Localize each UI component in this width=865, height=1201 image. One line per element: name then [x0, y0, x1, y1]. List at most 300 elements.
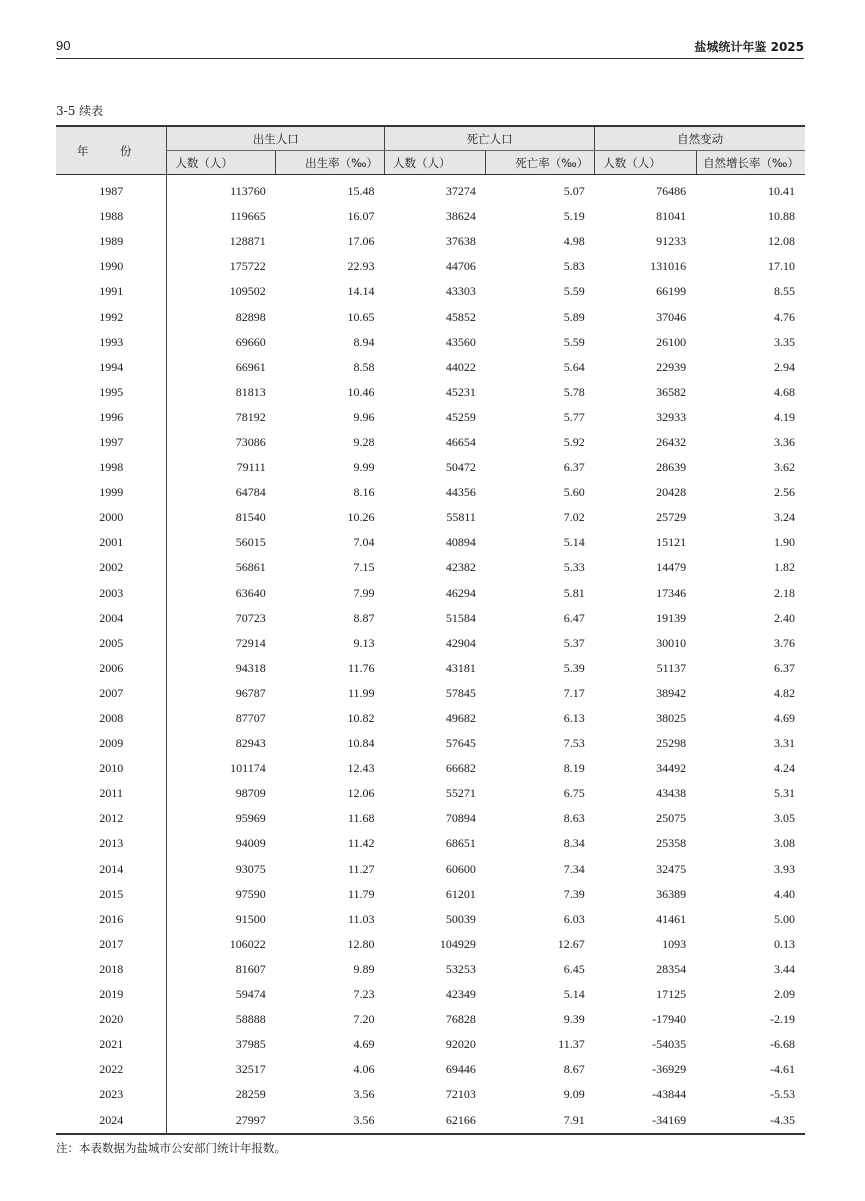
growth-rate-cell: 1.82: [774, 560, 795, 575]
death-rate-cell: 8.34: [563, 836, 585, 851]
deaths-count-cell: 49682: [445, 711, 476, 726]
table-row: [56, 175, 805, 205]
year-cell: 2023: [56, 1082, 167, 1107]
growth-rate-cell: 2.40: [774, 610, 795, 625]
table-row: [56, 480, 805, 505]
change-count-cell: 25298: [656, 736, 687, 751]
growth-rate-cell: -4.35: [696, 1107, 805, 1133]
year-cell: 2024: [56, 1107, 167, 1133]
births-count-cell: 113760: [230, 184, 266, 199]
growth-rate-cell: 17.10: [768, 259, 795, 274]
births-count-cell: 72914: [235, 635, 266, 650]
growth-rate-cell: 3.24: [774, 510, 795, 525]
change-count-cell: 17125: [656, 987, 687, 1002]
year-cell: 2017: [56, 932, 167, 957]
death-rate-cell: 6.37: [563, 460, 585, 475]
growth-rate-cell: 3.05: [774, 811, 795, 826]
table-row: [56, 831, 805, 856]
death-rate-cell: 5.83: [563, 259, 585, 274]
year-cell: 2001: [56, 530, 167, 555]
deaths-count-cell: 66682: [445, 761, 476, 776]
birth-rate-cell: 11.76: [347, 660, 375, 675]
growth-rate-cell: -5.53: [770, 1087, 795, 1102]
death-rate-cell: 8.19: [563, 761, 585, 776]
growth-rate-cell: 6.37: [774, 660, 795, 675]
births-count-cell: 81813: [235, 384, 266, 399]
birth-rate-cell: 11.79: [347, 886, 375, 901]
birth-rate-cell: 3.56: [276, 1107, 385, 1133]
table-body: [56, 175, 805, 1134]
births-count-cell: 69660: [235, 334, 266, 349]
death-rate-cell: 5.59: [563, 284, 585, 299]
table-row: [56, 957, 805, 982]
births-count-cell: 73086: [235, 434, 266, 449]
birth-rate-cell: 12.43: [347, 761, 375, 776]
death-rate-cell: 7.53: [563, 736, 585, 751]
change-count-cell: 38942: [656, 685, 687, 700]
births-count-cell: 94318: [235, 660, 266, 675]
table-row: [56, 857, 805, 882]
births-count-cell: 59474: [235, 987, 266, 1002]
deaths-count-cell: 57845: [445, 685, 476, 700]
year-cell: 1992: [56, 304, 167, 329]
birth-rate-cell: 7.04: [353, 535, 375, 550]
births-count-cell: 82898: [235, 309, 266, 324]
page-number: 90: [56, 38, 71, 53]
table-row: [56, 530, 805, 555]
change-count-cell: 20428: [656, 485, 687, 500]
death-rate-cell: 9.39: [563, 1012, 585, 1027]
year-cell: 2013: [56, 831, 167, 856]
deaths-count-cell: 55271: [445, 786, 476, 801]
year-cell: 1990: [56, 254, 167, 279]
change-count-cell: 36582: [656, 384, 687, 399]
death-rate-cell: 6.13: [563, 711, 585, 726]
birth-rate-cell: 9.89: [353, 961, 375, 976]
change-count-cell: 19139: [656, 610, 687, 625]
change-count-cell: 37046: [656, 309, 687, 324]
birth-rate-cell: 11.03: [347, 911, 375, 926]
table-row: [56, 405, 805, 430]
death-rate-cell: 5.64: [563, 359, 585, 374]
death-rate-cell: 5.60: [563, 485, 585, 500]
change-count-cell: -36929: [652, 1062, 687, 1077]
death-rate-cell: 5.81: [563, 585, 585, 600]
change-count-cell: -43844: [652, 1087, 687, 1102]
birth-rate-cell: 14.14: [347, 284, 375, 299]
birth-rate-cell: 10.26: [347, 510, 375, 525]
deaths-count-cell: 44356: [445, 485, 476, 500]
births-count-cell: 66961: [235, 359, 266, 374]
birth-rate-cell: 12.80: [347, 936, 375, 951]
growth-rate-cell: 4.69: [774, 711, 795, 726]
change-count-cell: 22939: [656, 359, 687, 374]
table-row: [56, 681, 805, 706]
birth-rate-cell: 11.27: [347, 861, 375, 876]
deaths-count-cell: 61201: [445, 886, 476, 901]
table-row: [56, 1107, 805, 1133]
death-rate-cell: 5.78: [563, 384, 585, 399]
growth-rate-cell: 3.36: [774, 434, 795, 449]
year-cell: 1997: [56, 430, 167, 455]
subheader-birth-rate: 出生率（‰）: [276, 151, 385, 175]
birth-rate-cell: 9.13: [353, 635, 375, 650]
change-count-cell: 25729: [656, 510, 687, 525]
table-row: [56, 455, 805, 480]
change-count-cell: 26100: [656, 334, 687, 349]
change-count-cell: 36389: [656, 886, 687, 901]
table-row: [56, 706, 805, 731]
births-count-cell: 97590: [235, 886, 266, 901]
deaths-count-cell: 68651: [445, 836, 476, 851]
birth-rate-cell: 22.93: [347, 259, 375, 274]
death-rate-cell: 7.39: [563, 886, 585, 901]
death-rate-cell: 5.37: [563, 635, 585, 650]
growth-rate-cell: 3.44: [774, 961, 795, 976]
deaths-count-cell: 45259: [445, 409, 476, 424]
birth-rate-cell: 16.07: [347, 209, 375, 224]
year-cell: 2018: [56, 957, 167, 982]
births-count-cell: 58888: [235, 1012, 266, 1027]
year-cell: 1994: [56, 355, 167, 380]
births-count-cell: 128871: [229, 234, 266, 249]
death-rate-cell: 5.19: [563, 209, 585, 224]
table-row: [56, 1032, 805, 1057]
births-count-cell: 109502: [229, 284, 266, 299]
table-row: [56, 380, 805, 405]
births-count-cell: 94009: [235, 836, 266, 851]
death-rate-cell: 9.09: [563, 1087, 585, 1102]
growth-rate-cell: 2.56: [774, 485, 795, 500]
table-row: [56, 1007, 805, 1032]
deaths-count-cell: 50039: [445, 911, 476, 926]
year-cell: 2016: [56, 907, 167, 932]
growth-rate-cell: -2.19: [770, 1012, 795, 1027]
births-count-cell: 70723: [235, 610, 266, 625]
growth-rate-cell: 0.13: [774, 936, 795, 951]
group-header-births: 出生人口: [167, 126, 385, 151]
subheader-growth-rate: 自然增长率（‰）: [696, 151, 805, 175]
death-rate-cell: 8.63: [563, 811, 585, 826]
death-rate-cell: 5.89: [563, 309, 585, 324]
births-count-cell: 63640: [235, 585, 266, 600]
growth-rate-cell: 5.31: [774, 786, 795, 801]
year-cell: 2021: [56, 1032, 167, 1057]
birth-rate-cell: 7.99: [353, 585, 375, 600]
deaths-count-cell: 76828: [445, 1012, 476, 1027]
births-count-cell: 96787: [235, 685, 266, 700]
year-cell: 1993: [56, 330, 167, 355]
births-count-cell: 98709: [235, 786, 266, 801]
table-header: [56, 126, 805, 175]
change-count-cell: 25358: [656, 836, 687, 851]
birth-rate-cell: 8.16: [353, 485, 375, 500]
death-rate-cell: 5.77: [563, 409, 585, 424]
deaths-count-cell: 70894: [445, 811, 476, 826]
births-count-cell: 87707: [235, 711, 266, 726]
year-cell: 2020: [56, 1007, 167, 1032]
birth-rate-cell: 7.23: [353, 987, 375, 1002]
deaths-count-cell: 69446: [445, 1062, 476, 1077]
change-count-cell: 76486: [656, 184, 687, 199]
growth-rate-cell: 8.55: [774, 284, 795, 299]
births-count-cell: 93075: [235, 861, 266, 876]
births-count-cell: 64784: [235, 485, 266, 500]
growth-rate-cell: 2.18: [774, 585, 795, 600]
deaths-count-cell: 40894: [445, 535, 476, 550]
table-row: [56, 756, 805, 781]
year-cell: 1998: [56, 455, 167, 480]
death-rate-cell: 12.67: [557, 936, 585, 951]
births-count-cell: 119665: [230, 209, 266, 224]
change-count-cell: 81041: [656, 209, 687, 224]
subheader-births-count: 人数（人）: [167, 151, 276, 175]
year-cell: 1988: [56, 204, 167, 229]
year-cell: 2022: [56, 1057, 167, 1082]
year-cell: 1989: [56, 229, 167, 254]
table-row: [56, 430, 805, 455]
table-row: [56, 1057, 805, 1082]
death-rate-cell: 5.92: [563, 434, 585, 449]
change-count-cell: 28354: [656, 961, 687, 976]
births-count-cell: 95969: [235, 811, 266, 826]
births-count-cell: 81540: [235, 510, 266, 525]
death-rate-cell: 7.02: [563, 510, 585, 525]
birth-rate-cell: 4.69: [353, 1037, 375, 1052]
deaths-count-cell: 37274: [445, 184, 476, 199]
growth-rate-cell: 3.76: [774, 635, 795, 650]
births-count-cell: 91500: [235, 911, 266, 926]
births-count-cell: 82943: [235, 736, 266, 751]
year-cell: 1987: [56, 175, 167, 205]
growth-rate-cell: 1.90: [774, 535, 795, 550]
subheader-death-rate: 死亡率（‰）: [486, 151, 595, 175]
deaths-count-cell: 72103: [445, 1087, 476, 1102]
year-cell: 2000: [56, 505, 167, 530]
year-cell: 2011: [56, 781, 167, 806]
deaths-count-cell: 46654: [445, 434, 476, 449]
birth-rate-cell: 10.82: [347, 711, 375, 726]
birth-rate-cell: 10.84: [347, 736, 375, 751]
deaths-count-cell: 37638: [445, 234, 476, 249]
births-count-cell: 79111: [236, 460, 266, 475]
births-count-cell: 81607: [235, 961, 266, 976]
year-cell: 2019: [56, 982, 167, 1007]
growth-rate-cell: 4.40: [774, 886, 795, 901]
growth-rate-cell: 2.09: [774, 987, 795, 1002]
year-cell: 2015: [56, 882, 167, 907]
year-cell: 1995: [56, 380, 167, 405]
growth-rate-cell: -6.68: [770, 1037, 795, 1052]
deaths-count-cell: 50472: [445, 460, 476, 475]
deaths-count-cell: 45231: [445, 384, 476, 399]
table-row: [56, 806, 805, 831]
birth-rate-cell: 10.46: [347, 384, 375, 399]
births-count-cell: 56861: [235, 560, 266, 575]
year-column-header: 年 份: [56, 126, 167, 175]
birth-rate-cell: 11.99: [347, 685, 375, 700]
table-row: [56, 330, 805, 355]
year-cell: 2006: [56, 656, 167, 681]
table-row: [56, 907, 805, 932]
birth-rate-cell: 9.99: [353, 460, 375, 475]
change-count-cell: -54035: [652, 1037, 687, 1052]
table-row: [56, 505, 805, 530]
deaths-count-cell: 42904: [445, 635, 476, 650]
death-rate-cell: 7.34: [563, 861, 585, 876]
death-rate-cell: 5.14: [563, 535, 585, 550]
growth-rate-cell: 12.08: [768, 234, 795, 249]
change-count-cell: 51137: [656, 660, 687, 675]
death-rate-cell: 6.47: [563, 610, 585, 625]
birth-rate-cell: 8.87: [353, 610, 375, 625]
birth-rate-cell: 7.20: [353, 1012, 375, 1027]
year-cell: 1996: [56, 405, 167, 430]
change-count-cell: 17346: [656, 585, 687, 600]
death-rate-cell: 6.45: [563, 961, 585, 976]
death-rate-cell: 5.07: [563, 184, 585, 199]
deaths-count-cell: 62166: [385, 1107, 486, 1133]
table-row: [56, 279, 805, 304]
growth-rate-cell: 3.93: [774, 861, 795, 876]
table-row: [56, 606, 805, 631]
change-count-cell: 41461: [656, 911, 687, 926]
growth-rate-cell: 4.24: [774, 761, 795, 776]
birth-rate-cell: 8.58: [353, 359, 375, 374]
birth-rate-cell: 3.56: [353, 1087, 375, 1102]
deaths-count-cell: 53253: [445, 961, 476, 976]
change-count-cell: 131016: [650, 259, 687, 274]
death-rate-cell: 6.75: [563, 786, 585, 801]
year-cell: 2004: [56, 606, 167, 631]
death-rate-cell: 8.67: [563, 1062, 585, 1077]
birth-rate-cell: 11.68: [347, 811, 375, 826]
deaths-count-cell: 43303: [445, 284, 476, 299]
births-count-cell: 56015: [235, 535, 266, 550]
year-cell: 1999: [56, 480, 167, 505]
births-count-cell: 106022: [229, 936, 266, 951]
birth-rate-cell: 9.28: [353, 434, 375, 449]
change-count-cell: 32475: [656, 861, 687, 876]
growth-rate-cell: 2.94: [774, 359, 795, 374]
change-count-cell: 28639: [656, 460, 687, 475]
deaths-count-cell: 44022: [445, 359, 476, 374]
book-title: 盐城统计年鉴 2025: [694, 40, 804, 54]
table-row: [56, 1082, 805, 1107]
table-row: [56, 204, 805, 229]
table-row: [56, 254, 805, 279]
change-count-cell: 15121: [656, 535, 687, 550]
birth-rate-cell: 17.06: [347, 234, 375, 249]
deaths-count-cell: 60600: [445, 861, 476, 876]
birth-rate-cell: 11.42: [347, 836, 375, 851]
deaths-count-cell: 55811: [446, 510, 476, 525]
births-count-cell: 37985: [235, 1037, 266, 1052]
change-count-cell: 14479: [656, 560, 687, 575]
year-cell: 2002: [56, 555, 167, 580]
deaths-count-cell: 104929: [439, 936, 476, 951]
growth-rate-cell: 3.35: [774, 334, 795, 349]
growth-rate-cell: 3.08: [774, 836, 795, 851]
birth-rate-cell: 10.65: [347, 309, 375, 324]
change-count-cell: 1093: [662, 936, 687, 951]
table-row: [56, 581, 805, 606]
births-count-cell: 32517: [235, 1062, 266, 1077]
growth-rate-cell: 3.62: [774, 460, 795, 475]
deaths-count-cell: 43560: [445, 334, 476, 349]
change-count-cell: 34492: [656, 761, 687, 776]
table-row: [56, 656, 805, 681]
year-cell: 2009: [56, 731, 167, 756]
footnote: 注：本表数据为盐城市公安部门统计年报数。: [56, 1141, 286, 1155]
death-rate-cell: 5.33: [563, 560, 585, 575]
births-count-cell: 175722: [229, 259, 266, 274]
table-row: [56, 631, 805, 656]
table-row: [56, 882, 805, 907]
year-cell: 2005: [56, 631, 167, 656]
deaths-count-cell: 42349: [445, 987, 476, 1002]
deaths-count-cell: 38624: [445, 209, 476, 224]
page-header: [56, 38, 804, 59]
change-count-cell: -34169: [595, 1107, 696, 1133]
death-rate-cell: 5.59: [563, 334, 585, 349]
change-count-cell: 91233: [656, 234, 687, 249]
death-rate-cell: 7.91: [486, 1107, 595, 1133]
year-cell: 2012: [56, 806, 167, 831]
births-count-cell: 27997: [167, 1107, 276, 1133]
birth-rate-cell: 15.48: [347, 184, 375, 199]
subheader-change-count: 人数（人）: [595, 151, 696, 175]
group-header-natural-change: 自然变动: [595, 126, 805, 151]
birth-rate-cell: 4.06: [353, 1062, 375, 1077]
change-count-cell: 25075: [656, 811, 687, 826]
year-cell: 2007: [56, 681, 167, 706]
subheader-deaths-count: 人数（人）: [385, 151, 486, 175]
change-count-cell: 38025: [656, 711, 687, 726]
birth-rate-cell: 9.96: [353, 409, 375, 424]
deaths-count-cell: 92020: [445, 1037, 476, 1052]
growth-rate-cell: 4.76: [774, 309, 795, 324]
death-rate-cell: 5.14: [563, 987, 585, 1002]
change-count-cell: 26432: [656, 434, 687, 449]
growth-rate-cell: 4.68: [774, 384, 795, 399]
group-header-deaths: 死亡人口: [385, 126, 595, 151]
table-row: [56, 781, 805, 806]
birth-rate-cell: 7.15: [353, 560, 375, 575]
birth-rate-cell: 8.94: [353, 334, 375, 349]
births-count-cell: 101174: [230, 761, 266, 776]
change-count-cell: 66199: [656, 284, 687, 299]
change-count-cell: 43438: [656, 786, 687, 801]
deaths-count-cell: 43181: [445, 660, 476, 675]
deaths-count-cell: 57645: [445, 736, 476, 751]
year-cell: 2010: [56, 756, 167, 781]
death-rate-cell: 11.37: [558, 1037, 585, 1052]
table-caption: 3-5 续表: [56, 104, 104, 118]
births-count-cell: 28259: [235, 1087, 266, 1102]
death-rate-cell: 7.17: [563, 685, 585, 700]
growth-rate-cell: -4.61: [770, 1062, 795, 1077]
change-count-cell: -17940: [652, 1012, 687, 1027]
year-cell: 2014: [56, 857, 167, 882]
death-rate-cell: 6.03: [563, 911, 585, 926]
table-row: [56, 731, 805, 756]
growth-rate-cell: 10.88: [768, 209, 795, 224]
growth-rate-cell: 10.41: [768, 184, 795, 199]
deaths-count-cell: 44706: [445, 259, 476, 274]
death-rate-cell: 5.39: [563, 660, 585, 675]
table-row: [56, 355, 805, 380]
